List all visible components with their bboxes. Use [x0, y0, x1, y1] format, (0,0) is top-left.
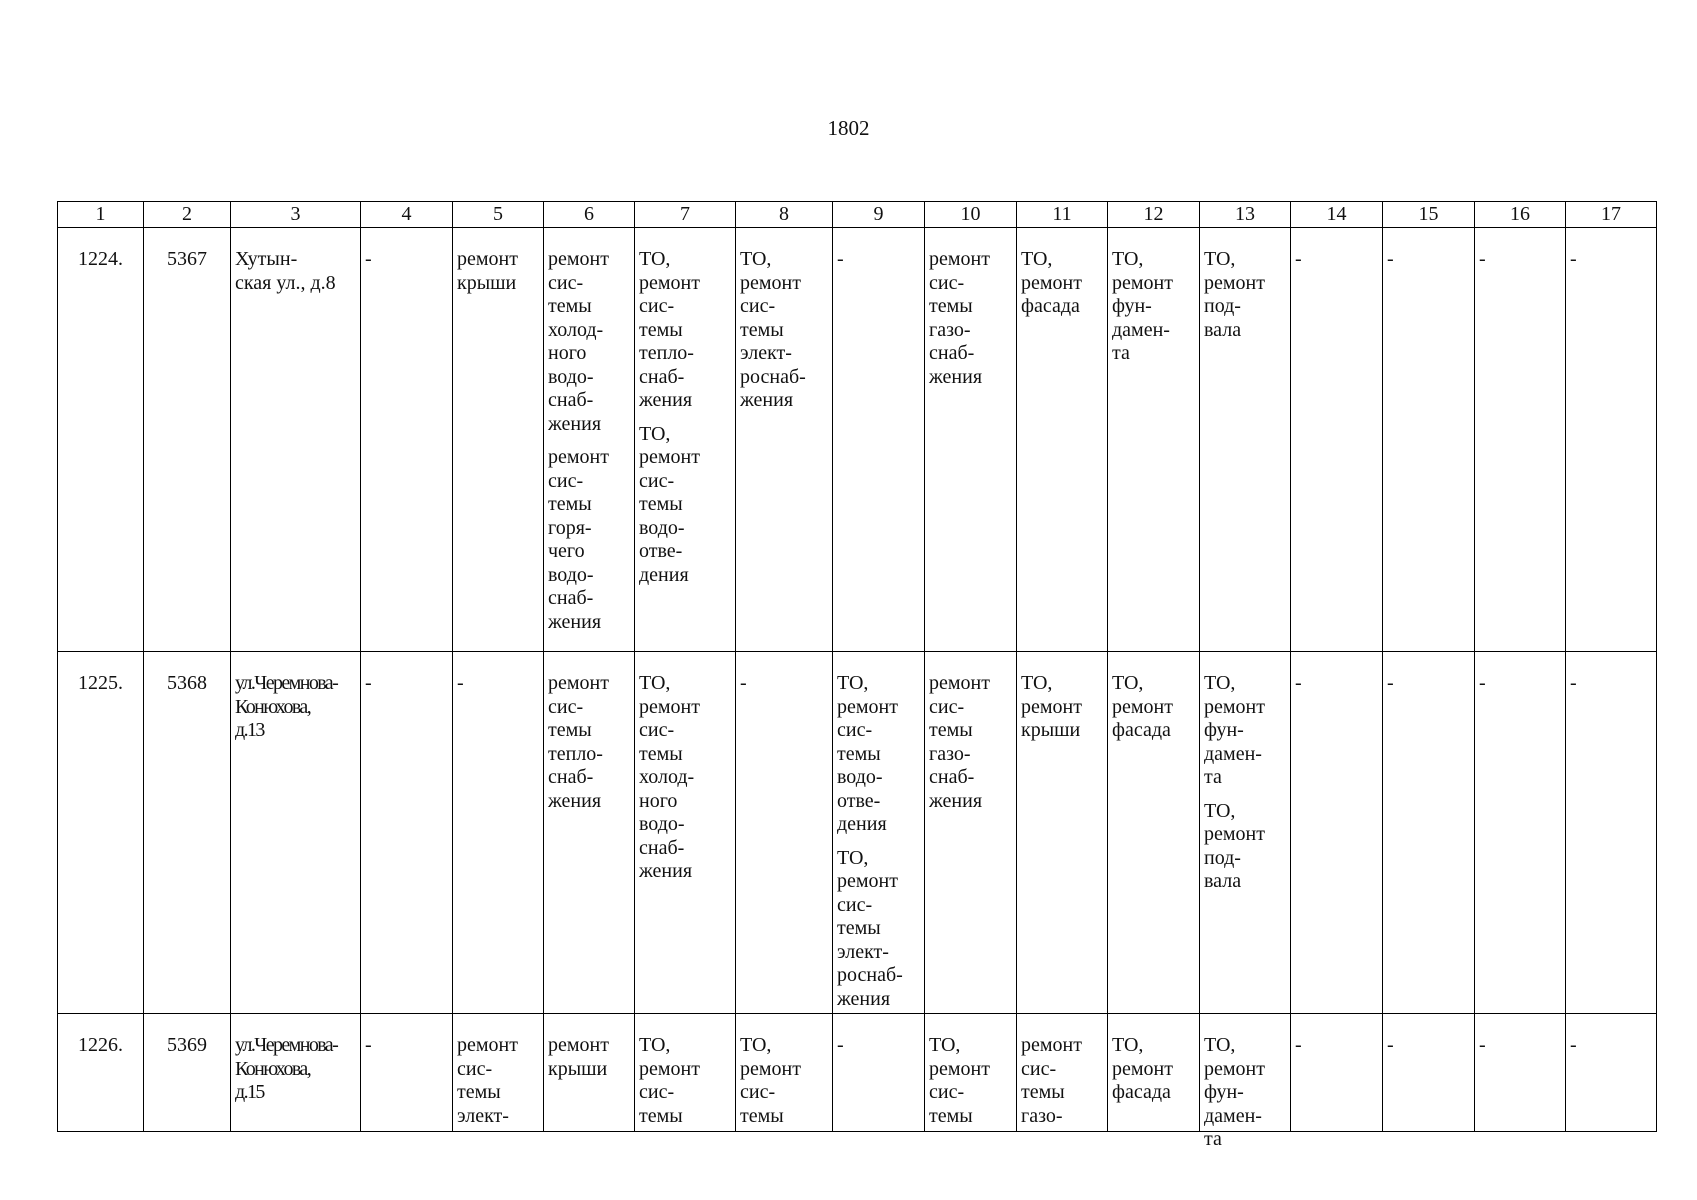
address-cell	[231, 228, 361, 652]
cell-text-line: -	[1295, 672, 1302, 694]
table-cell	[1475, 1014, 1566, 1132]
cell-text-line: Хутын-	[235, 248, 298, 270]
cell-text-line: 5368	[167, 672, 207, 694]
cell-text-line: тепло-	[639, 342, 694, 364]
cell-text-line: ремонт	[929, 1057, 990, 1080]
row-number-cell	[58, 1014, 144, 1132]
cell-text-line: ТО,	[1112, 248, 1144, 270]
cell-text-line: фун-	[1204, 719, 1244, 741]
cell-text-line: чего	[548, 540, 585, 562]
table-cell	[1108, 652, 1200, 1014]
column-number-header: 11	[1017, 202, 1108, 228]
table-cell	[544, 1014, 635, 1132]
cell-text-line: элект-	[457, 1104, 509, 1127]
cell-text-line: сис-	[639, 1081, 675, 1103]
cell-text-line: элект-	[740, 342, 792, 364]
row-number-cell	[58, 228, 144, 652]
table-cell	[361, 1014, 453, 1132]
column-number-header-row	[58, 202, 1657, 228]
cell-text-line: водо-	[639, 516, 685, 539]
cell-text-line: снаб-	[639, 365, 685, 388]
cell-text-line: дамен-	[1112, 318, 1170, 341]
cell-text-line: -	[1570, 248, 1577, 270]
cell-text-line: ремонт	[1204, 1057, 1265, 1080]
cell-text-line: темы	[457, 1081, 501, 1103]
cell-text-line: вала	[1204, 870, 1242, 892]
cell-text-line: -	[1295, 248, 1302, 270]
cell-text-line: газо-	[1021, 1104, 1063, 1127]
cell-text-line: водо-	[548, 563, 594, 586]
column-number-header: 3	[231, 202, 361, 228]
house-id-cell	[144, 1014, 231, 1132]
cell-text-line: ремонт	[548, 248, 609, 270]
cell-text-line: ТО,	[1204, 1034, 1236, 1056]
cell-text-line: темы	[639, 742, 683, 765]
cell-text-line: снаб-	[929, 342, 975, 364]
table-cell	[1475, 228, 1566, 652]
cell-text-line: д.15	[235, 1081, 264, 1103]
cell-text-line: элект-	[837, 940, 889, 963]
column-number-header: 6	[544, 202, 635, 228]
cell-text-line: дения	[639, 563, 689, 586]
table-cell	[1017, 228, 1108, 652]
cell-text-line: сис-	[740, 1081, 776, 1103]
cell-text-line: ул.Черемнова-	[235, 672, 338, 694]
cell-text-line: -	[1295, 1034, 1302, 1056]
cell-text-line: под-	[1204, 295, 1241, 317]
cell-text-line: ремонт	[1112, 695, 1173, 718]
cell-text-line: дамен-	[1204, 742, 1262, 765]
cell-text-line: ТО,	[929, 1034, 961, 1056]
cell-text-line: темы	[548, 295, 592, 317]
cell-text-line: ремонт	[1021, 695, 1082, 718]
table-cell	[736, 652, 833, 1014]
cell-text-line: жения	[548, 610, 602, 633]
cell-text-line: холод-	[548, 318, 604, 341]
cell-text-line: -	[365, 248, 372, 270]
cell-text-line: жения	[548, 412, 602, 435]
cell-text-line: газо-	[929, 318, 971, 341]
cell-text-line: ремонт	[1204, 695, 1265, 718]
cell-text-line: д.13	[235, 719, 264, 741]
cell-text-line: ремонт	[929, 672, 990, 694]
cell-text-line: жения	[548, 789, 602, 812]
cell-text-line: темы	[740, 1104, 784, 1127]
cell-text-line: снаб-	[548, 587, 594, 609]
cell-text-line: 1226.	[78, 1034, 123, 1056]
cell-text-line: жения	[837, 987, 891, 1010]
table-cell	[925, 228, 1017, 652]
cell-text-line: крыши	[548, 1057, 608, 1080]
address-cell	[231, 652, 361, 1014]
cell-text-line: сис-	[837, 893, 873, 916]
column-number-header: 5	[453, 202, 544, 228]
cell-text-line: сис-	[639, 295, 675, 317]
table-cell	[1291, 652, 1383, 1014]
cell-text-line: сис-	[639, 719, 675, 741]
table-cell	[1383, 228, 1475, 652]
cell-text-line: темы	[929, 295, 973, 317]
cell-text-line: ремонт	[837, 695, 898, 718]
cell-text-line: отве-	[837, 789, 881, 812]
house-id-cell	[144, 652, 231, 1014]
cell-text-line: 1225.	[78, 672, 123, 694]
table-cell	[1566, 1014, 1657, 1132]
cell-text-line: ТО,	[1204, 248, 1236, 270]
table-cell	[1566, 652, 1657, 1014]
table-cell	[635, 1014, 736, 1132]
table-row	[58, 652, 1657, 1014]
table-cell	[1108, 228, 1200, 652]
cell-text-line: -	[1570, 672, 1577, 694]
table-cell	[453, 1014, 544, 1132]
table-cell	[1200, 228, 1291, 652]
cell-text-line: Конюхова,	[235, 695, 311, 718]
cell-text-line: ТО,	[1204, 672, 1236, 694]
cell-text-line: сис-	[929, 271, 965, 294]
cell-text-line: ТО,	[837, 846, 869, 869]
cell-text-line: ТО,	[1204, 799, 1236, 822]
cell-text-line: -	[1570, 1034, 1577, 1056]
table-cell	[1566, 228, 1657, 652]
cell-text-line: 5367	[167, 248, 207, 270]
column-number-header: 14	[1291, 202, 1383, 228]
table-cell	[833, 652, 925, 1014]
table-cell	[1200, 652, 1291, 1014]
cell-text-line: сис-	[457, 1057, 493, 1080]
cell-text-line: ремонт	[1112, 271, 1173, 294]
cell-text-line: ремонт	[639, 1057, 700, 1080]
cell-text-line: снаб-	[929, 766, 975, 788]
cell-text-line: та	[1204, 1128, 1222, 1150]
cell-text-line: тепло-	[548, 742, 603, 765]
column-number-header: 8	[736, 202, 833, 228]
cell-text-line: жения	[740, 389, 794, 411]
cell-text-line: ская ул., д.8	[235, 271, 336, 294]
cell-text-line: сис-	[1021, 1057, 1057, 1080]
table-cell	[361, 228, 453, 652]
page-number: 1802	[827, 116, 870, 140]
house-id-cell	[144, 228, 231, 652]
cell-text-line: темы	[837, 917, 881, 939]
table-cell	[736, 228, 833, 652]
cell-text-line: ремонт	[639, 446, 700, 468]
cell-text-line: темы	[929, 719, 973, 741]
cell-text-line: -	[1387, 248, 1394, 270]
cell-text-line: дения	[837, 813, 887, 835]
cell-text-line: крыши	[457, 271, 517, 294]
cell-text-line: ремонт	[1112, 1057, 1173, 1080]
cell-text-line: ремонт	[1204, 271, 1265, 294]
table-cell	[1017, 652, 1108, 1014]
cell-text-line: темы	[740, 318, 784, 341]
cell-text-line: -	[837, 1034, 844, 1056]
cell-text-line: ремонт	[929, 248, 990, 270]
cell-text-line: ремонт	[1204, 823, 1265, 845]
cell-text-line: водо-	[548, 365, 594, 388]
cell-text-line: крыши	[1021, 719, 1081, 741]
cell-text-line: ТО,	[1021, 672, 1053, 694]
cell-text-line: сис-	[548, 695, 584, 718]
table-cell	[736, 1014, 833, 1132]
cell-text-line: жения	[639, 389, 693, 411]
table-cell	[1383, 1014, 1475, 1132]
table-cell	[1200, 1014, 1291, 1150]
cell-text-line: дамен-	[1204, 1104, 1262, 1127]
cell-text-line: ТО,	[740, 248, 772, 270]
cell-text-line: снаб-	[548, 766, 594, 788]
cell-text-line: фун-	[1204, 1081, 1244, 1103]
cell-text-line: ул.Черемнова-	[235, 1034, 338, 1056]
cell-text-line: -	[365, 1034, 372, 1056]
row-number-cell	[58, 652, 144, 1014]
address-cell	[231, 1014, 361, 1132]
cell-text-line: темы	[837, 742, 881, 765]
cell-text-line: ремонт	[548, 672, 609, 694]
cell-text-line: сис-	[740, 295, 776, 317]
cell-text-line: ремонт	[1021, 271, 1082, 294]
column-number-header: 15	[1383, 202, 1475, 228]
cell-text-line: роснаб-	[837, 964, 903, 986]
cell-text-line: вала	[1204, 318, 1242, 341]
cell-text-line: сис-	[837, 719, 873, 741]
table-cell	[833, 228, 925, 652]
cell-text-line: ного	[639, 789, 678, 812]
cell-text-line: фасада	[1021, 295, 1080, 317]
cell-text-line: -	[837, 248, 844, 270]
cell-text-line: -	[457, 672, 464, 694]
table-cell	[1475, 652, 1566, 1014]
cell-text-line: жения	[639, 860, 693, 882]
table-cell	[544, 228, 635, 652]
cell-text-line: 5369	[167, 1034, 207, 1056]
cell-text-line: сис-	[548, 469, 584, 492]
cell-text-line: водо-	[837, 766, 883, 788]
cell-text-line: ТО,	[639, 422, 671, 445]
table-row	[58, 228, 1657, 652]
cell-text-line: ного	[548, 342, 587, 364]
cell-text-line: фасада	[1112, 719, 1171, 741]
cell-text-line: -	[365, 672, 372, 694]
column-number-header: 12	[1108, 202, 1200, 228]
column-number-header: 9	[833, 202, 925, 228]
table-cell	[361, 652, 453, 1014]
column-number-header: 10	[925, 202, 1017, 228]
table-cell	[453, 652, 544, 1014]
cell-text-line: -	[1387, 1034, 1394, 1056]
table-cell	[453, 228, 544, 652]
table-cell	[635, 228, 736, 652]
cell-text-line: 1224.	[78, 248, 123, 270]
cell-text-line: темы	[639, 318, 683, 341]
table-row	[58, 1014, 1657, 1132]
cell-text-line: горя-	[548, 516, 592, 539]
cell-text-line: жения	[929, 789, 983, 812]
cell-text-line: сис-	[929, 1081, 965, 1103]
cell-text-line: жения	[929, 365, 983, 388]
cell-text-line: ТО,	[1112, 1034, 1144, 1056]
cell-text-line: темы	[639, 1104, 683, 1127]
cell-text-line: ремонт	[548, 446, 609, 468]
table-cell	[925, 652, 1017, 1014]
cell-text-line: сис-	[639, 469, 675, 492]
cell-text-line: газо-	[929, 742, 971, 765]
cell-text-line: та	[1204, 766, 1222, 788]
column-number-header: 1	[58, 202, 144, 228]
cell-text-line: водо-	[639, 813, 685, 835]
cell-text-line: темы	[639, 493, 683, 515]
column-number-header: 17	[1566, 202, 1657, 228]
cell-text-line: снаб-	[548, 389, 594, 411]
cell-text-line: ТО,	[639, 1034, 671, 1056]
cell-text-line: -	[1479, 672, 1486, 694]
cell-text-line: ремонт	[1021, 1034, 1082, 1056]
cell-text-line: сис-	[929, 695, 965, 718]
cell-text-line: ТО,	[1112, 672, 1144, 694]
cell-text-line: фун-	[1112, 295, 1152, 317]
cell-text-line: ремонт	[740, 1057, 801, 1080]
cell-text-line: под-	[1204, 846, 1241, 869]
cell-text-line: роснаб-	[740, 365, 806, 388]
table-cell	[1291, 1014, 1383, 1132]
cell-text-line: темы	[929, 1104, 973, 1127]
cell-text-line: холод-	[639, 766, 695, 788]
table-cell	[1291, 228, 1383, 652]
column-number-header: 7	[635, 202, 736, 228]
cell-text-line: темы	[548, 493, 592, 515]
table-cell	[544, 652, 635, 1014]
cell-text-line: -	[1387, 672, 1394, 694]
cell-text-line: ТО,	[639, 672, 671, 694]
cell-text-line: ТО,	[740, 1034, 772, 1056]
cell-text-line: ремонт	[639, 695, 700, 718]
cell-text-line: ремонт	[740, 271, 801, 294]
column-number-header: 2	[144, 202, 231, 228]
cell-text-line: ремонт	[548, 1034, 609, 1056]
table-cell	[925, 1014, 1017, 1132]
cell-text-line: фасада	[1112, 1081, 1171, 1103]
table-cell	[1108, 1014, 1200, 1132]
cell-text-line: темы	[1021, 1081, 1065, 1103]
table-cell	[635, 652, 736, 1014]
cell-text-line: та	[1112, 342, 1130, 364]
cell-text-line: темы	[548, 719, 592, 741]
cell-text-line: ТО,	[1021, 248, 1053, 270]
repair-schedule-table	[57, 201, 1657, 1150]
column-number-header: 13	[1200, 202, 1291, 228]
cell-text-line: -	[1479, 248, 1486, 270]
table-cell	[1017, 1014, 1108, 1132]
cell-text-line: ремонт	[837, 870, 898, 892]
cell-text-line: отве-	[639, 540, 683, 562]
cell-text-line: ТО,	[837, 672, 869, 694]
table-cell	[833, 1014, 925, 1132]
column-number-header: 4	[361, 202, 453, 228]
table-cell	[1383, 652, 1475, 1014]
cell-text-line: ремонт	[457, 248, 518, 270]
cell-text-line: Конюхова,	[235, 1057, 311, 1080]
cell-text-line: ТО,	[639, 248, 671, 270]
cell-text-line: ремонт	[639, 271, 700, 294]
cell-text-line: -	[1479, 1034, 1486, 1056]
column-number-header: 16	[1475, 202, 1566, 228]
cell-text-line: сис-	[548, 271, 584, 294]
cell-text-line: -	[740, 672, 747, 694]
cell-text-line: снаб-	[639, 836, 685, 859]
cell-text-line: ремонт	[457, 1034, 518, 1056]
